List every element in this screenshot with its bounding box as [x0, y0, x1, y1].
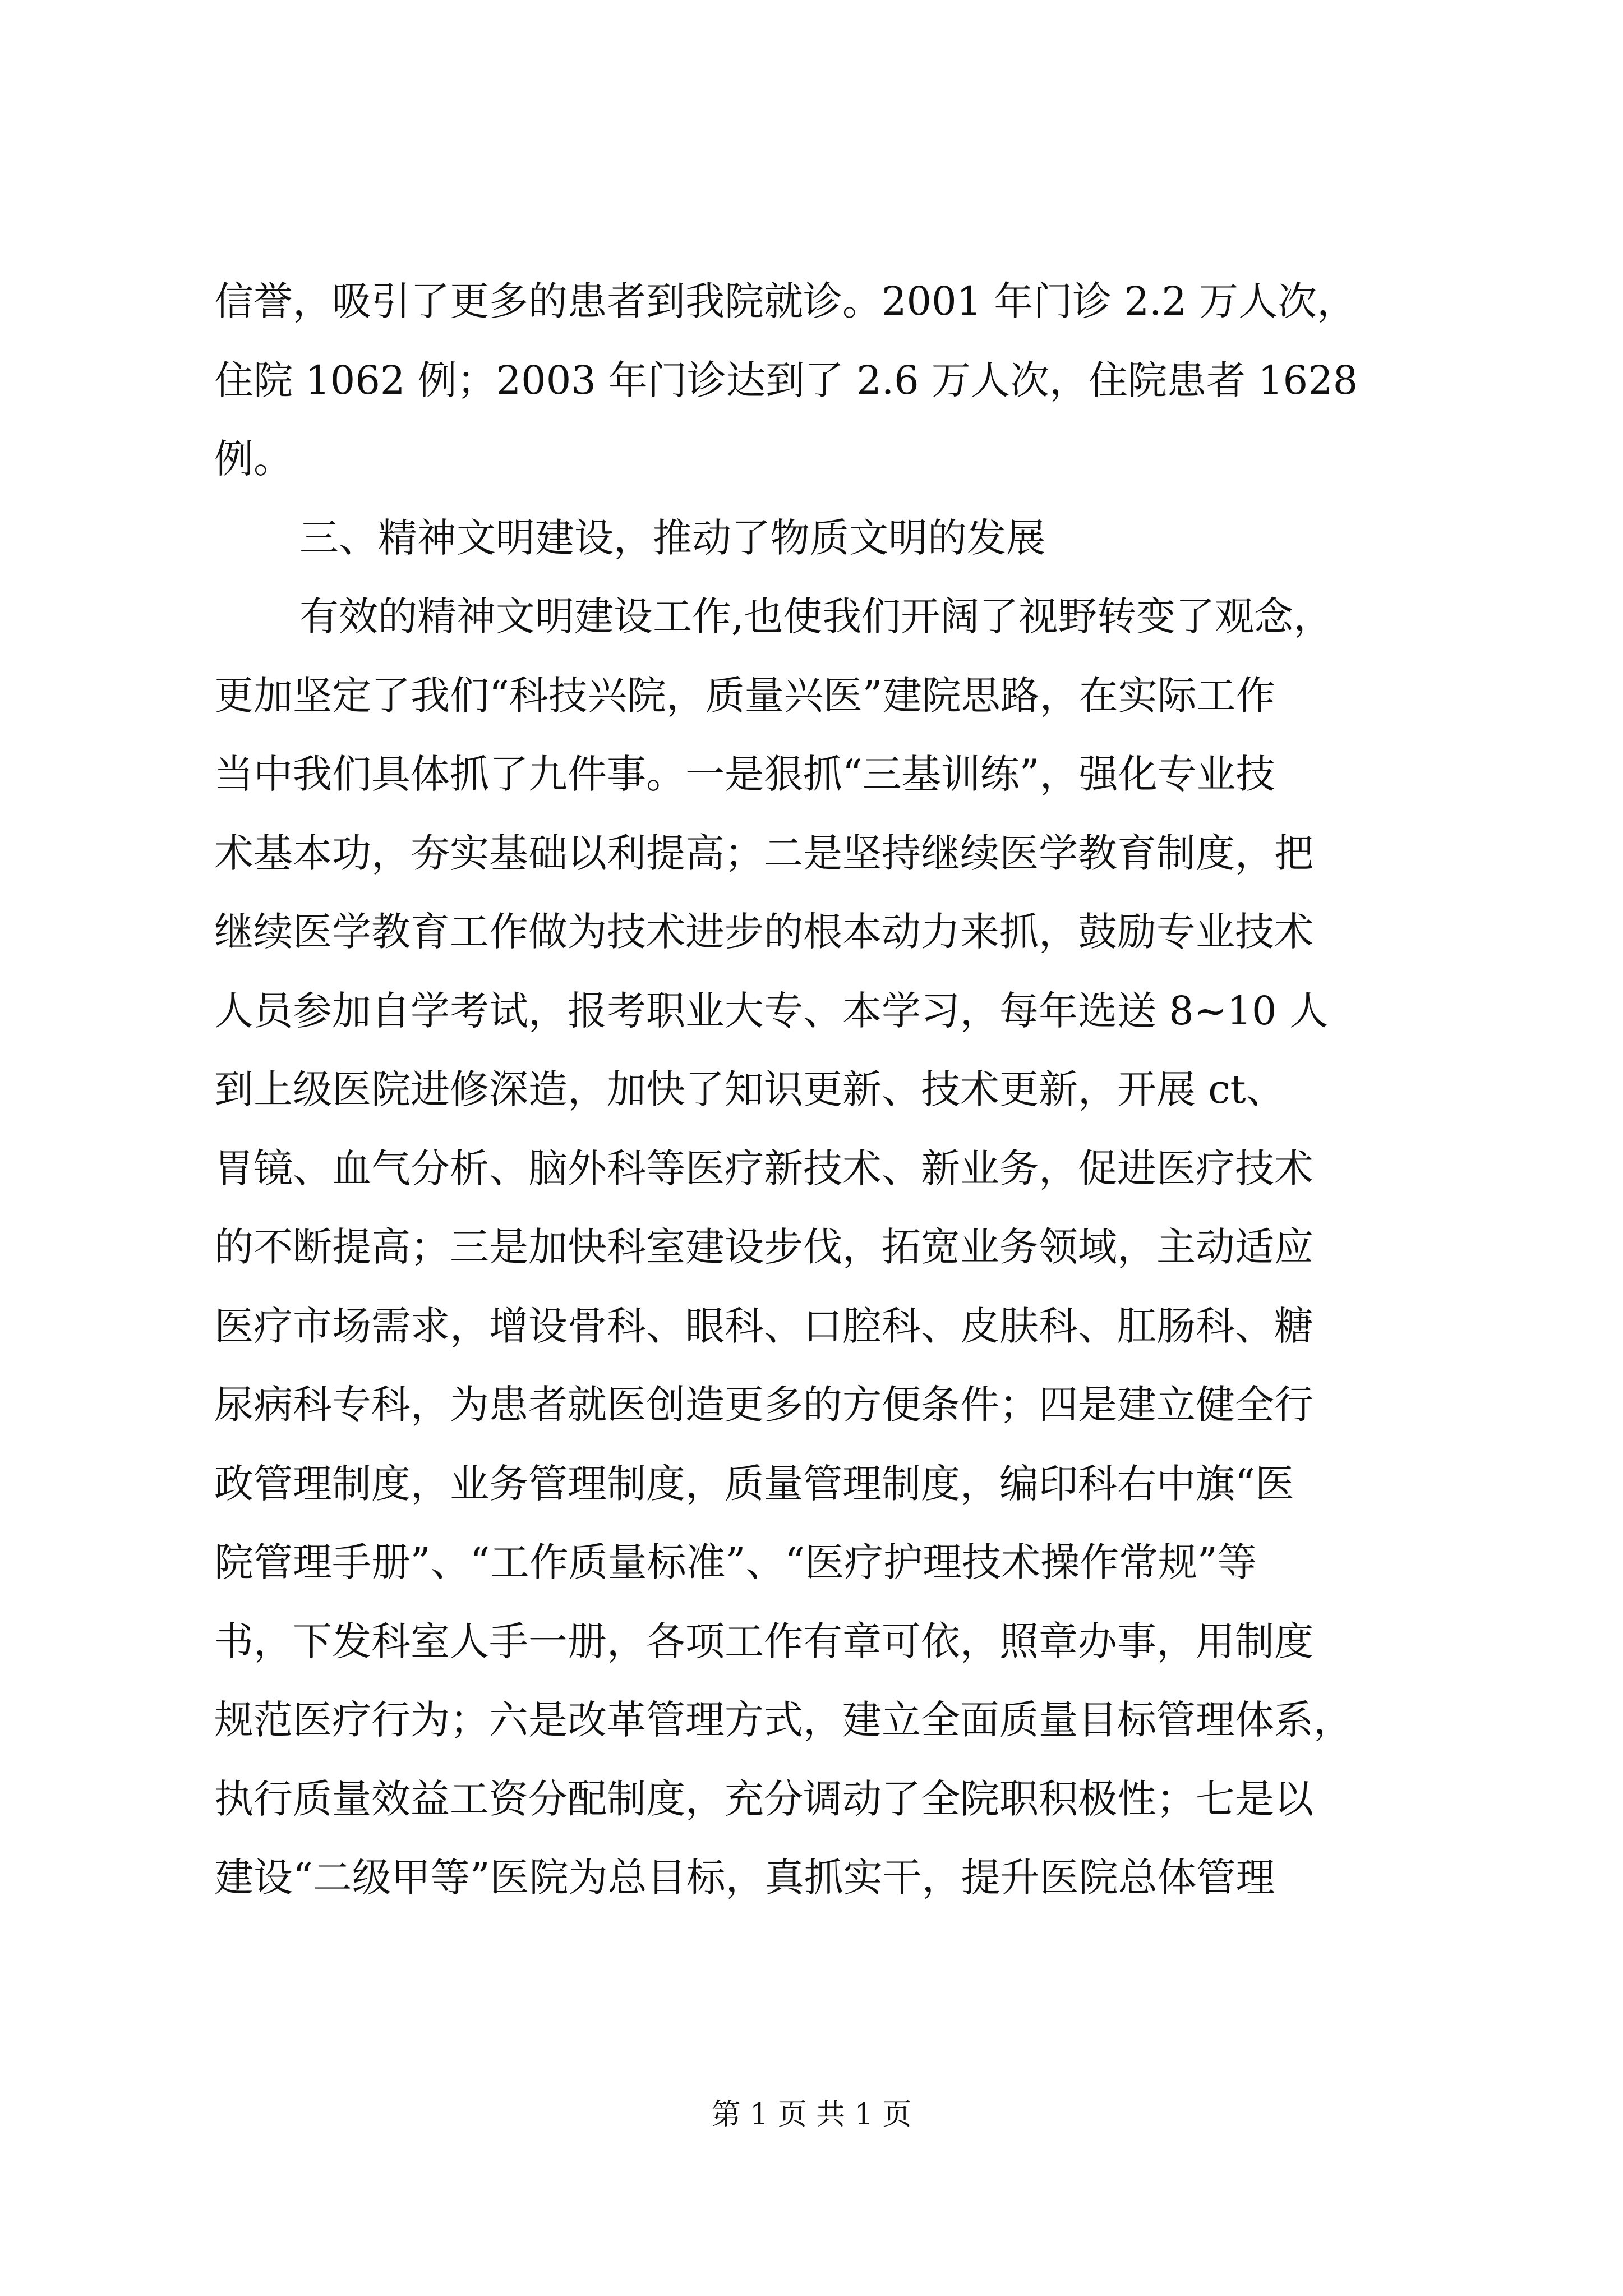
text-line: 政管理制度，业务管理制度，质量管理制度，编印科右中旗“医	[214, 1460, 1294, 1507]
page-number-footer: 第 1 页 共 1 页	[711, 2098, 912, 2132]
text-line: 规范医疗行为；六是改革管理方式，建立全面质量目标管理体系，	[214, 1697, 1353, 1743]
text-line: 信誉，吸引了更多的患者到我院就诊。2001 年门诊 2.2 万人次，	[214, 278, 1357, 324]
document-body	[214, 262, 1420, 1917]
text-line: 例。	[214, 436, 293, 482]
text-line: 继续医学教育工作做为技术进步的根本动力来抓，鼓励专业技术	[214, 909, 1313, 955]
text-line: 尿病科专科，为患者就医创造更多的方便条件；四是建立健全行	[214, 1382, 1313, 1428]
text-line: 院管理手册”、“工作质量标准”、“医疗护理技术操作常规”等	[214, 1539, 1257, 1585]
text-line: 胃镜、血气分析、脑外科等医疗新技术、新业务，促进医疗技术	[214, 1145, 1313, 1191]
text-line: 执行质量效益工资分配制度，充分调动了全院职积极性；七是以	[214, 1775, 1313, 1822]
text-line: 住院 1062 例；2003 年门诊达到了 2.6 万人次，住院患者 1628	[214, 357, 1358, 403]
text-line: 术基本功，夯实基础以利提高；二是坚持继续医学教育制度，把	[214, 830, 1313, 876]
text-line: 有效的精神文明建设工作,也使我们开阔了视野转变了观念，	[299, 593, 1333, 639]
text-line: 书，下发科室人手一册，各项工作有章可依，照章办事，用制度	[214, 1618, 1313, 1664]
text-line: 医疗市场需求，增设骨科、眼科、口腔科、皮肤科、肛肠科、糖	[214, 1303, 1313, 1349]
text-line: 的不断提高；三是加快科室建设步伐，拓宽业务领域，主动适应	[214, 1224, 1313, 1270]
text-line: 人员参加自学考试，报考职业大专、本学习，每年选送 8~10 人	[214, 987, 1329, 1034]
section-heading: 三、精神文明建设，推动了物质文明的发展	[299, 514, 1045, 561]
text-line: 更加坚定了我们“科技兴院，质量兴医”建院思路，在实际工作	[214, 672, 1275, 719]
text-line: 到上级医院进修深造，加快了知识更新、技术更新，开展 ct、	[214, 1066, 1285, 1112]
text-line: 当中我们具体抓了九件事。一是狠抓“三基训练”，强化专业技	[214, 751, 1275, 797]
text-line: 建设“二级甲等”医院为总目标，真抓实干，提升医院总体管理	[214, 1855, 1275, 1901]
